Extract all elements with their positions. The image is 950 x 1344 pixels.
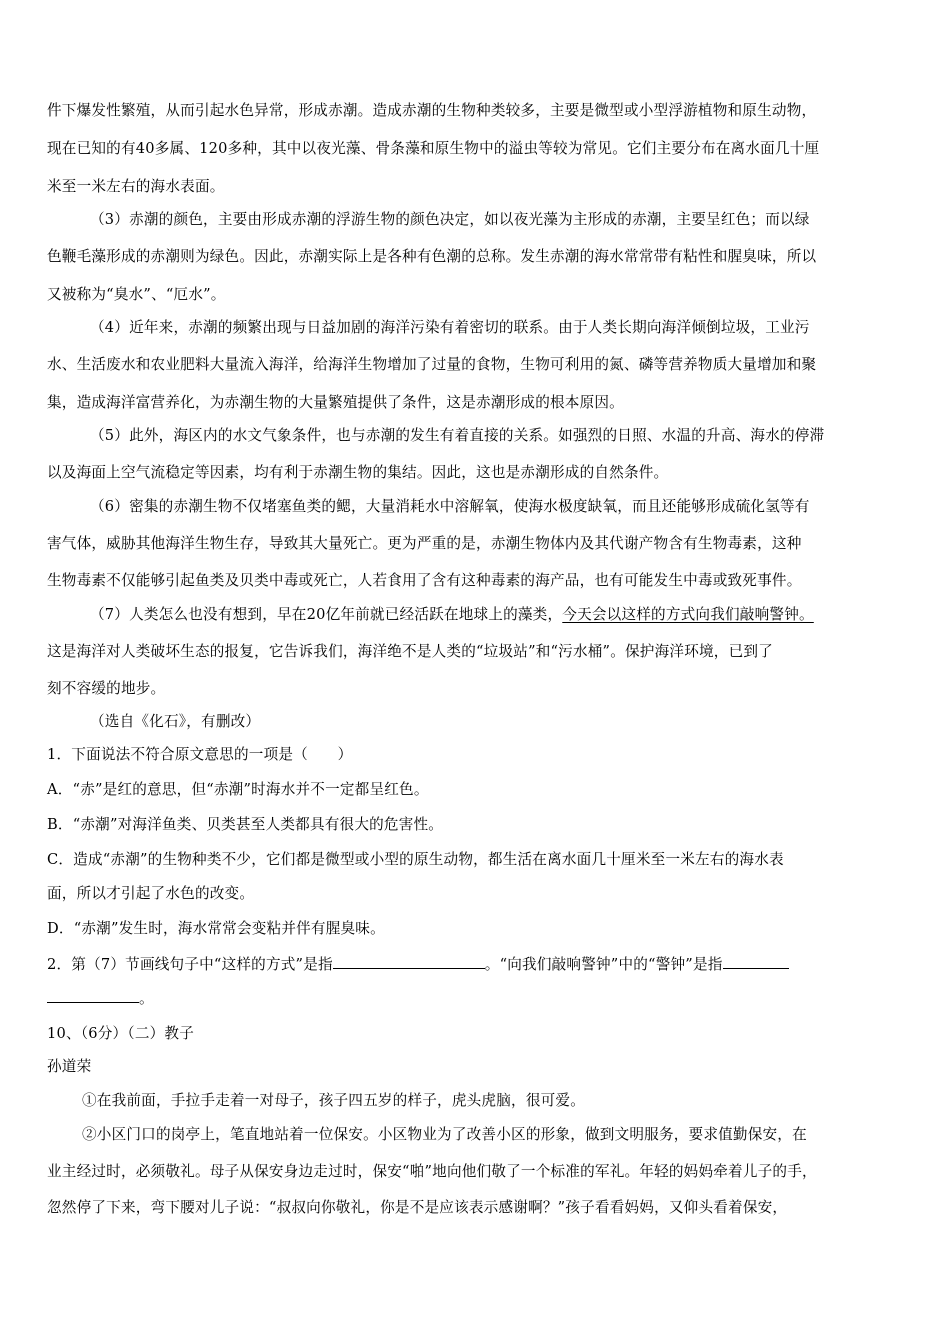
answer-blank-2[interactable] [723,954,789,969]
article-line: 件下爆发性繁殖，从而引起水色异常，形成赤潮。造成赤潮的生物种类较多，主要是微型或小型浮游植物和原生动物， [47,102,817,119]
answer-blank-1[interactable] [333,954,485,969]
question-2-part1: 2．第（7）节画线句子中“这样的方式”是指 [47,956,333,973]
article-line [90,605,814,625]
story-line: 业主经过时，必须敬礼。母子从保安身边走过时，保安“啪”地向他们敬了一个标准的军礼。年轻的妈妈牵着儿子的手， [47,1163,817,1180]
article-text: （7）人类怎么也没有想到，早在20亿年前就已经活跃在地球上的藻类， [90,606,563,623]
article-line: 害气体，威胁其他海洋生物生存，导致其大量死亡。更为严重的是，赤潮生物体内及其代谢产物含有生物毒素，这种 [47,535,802,552]
article-line: 这是海洋对人类破坏生态的报复，它告诉我们，海洋绝不是人类的“垃圾站”和“污水桶”。保护海洋环境，已到了 [47,643,773,660]
article-line: 米至一米左右的海水表面。 [47,178,225,195]
article-line: 生物毒素不仅能够引起鱼类及贝类中毒或死亡，人若食用了含有这种毒素的海产品，也有可能发生中毒或致死事件。 [47,572,802,589]
question-2-end: 。 [139,990,154,1007]
article-line: 色鞭毛藻形成的赤潮则为绿色。因此，赤潮实际上是各种有色潮的总称。发生赤潮的海水常常带有粘性和腥臭味，所以 [47,248,817,265]
question-1: 1．下面说法不符合原文意思的一项是（ ） [47,746,353,763]
author-name: 孙道荣 [47,1058,92,1075]
article-line: （3）赤潮的颜色，主要由形成赤潮的浮游生物的颜色决定，如以夜光藻为主形成的赤潮，主要呈红色；而以绿 [90,211,810,228]
article-line: 以及海面上空气流稳定等因素，均有利于赤潮生物的集结。因此，这也是赤潮形成的自然条件。 [47,464,669,481]
article-line: 又被称为“臭水”、“厄水”。 [47,286,226,303]
article-line: 水、生活废水和农业肥料大量流入海洋，给海洋生物增加了过量的食物，生物可利用的氮、磷等营养物质大量增加和聚 [47,356,817,373]
story-paragraph: ①在我前面，手拉手走着一对母子，孩子四五岁的样子，虎头虎脑，很可爱。 [82,1092,585,1109]
story-paragraph: ②小区门口的岗亭上，笔直地站着一位保安。小区物业为了改善小区的形象，做到文明服务，要求值勤保安，在 [82,1126,807,1143]
option-d: D．“赤潮”发生时，海水常常会变粘并伴有腥臭味。 [47,920,385,937]
source-note: （选自《化石》，有删改） [90,713,261,730]
article-line: （5）此外，海区内的水文气象条件，也与赤潮的发生有着直接的关系。如强烈的日照、水温的升高、海水的停滞 [90,427,825,444]
underlined-sentence: 今天会以这样的方式向我们敲响警钟。 [562,606,814,623]
option-b: B．“赤潮”对海洋鱼类、贝类甚至人类都具有很大的危害性。 [47,816,444,833]
article-line: 现在已知的有40多属、120多种，其中以夜光藻、骨条藻和原生物中的溢虫等较为常见。它们主要分布在离水面几十厘 [47,140,820,157]
question-2-part2: 。“向我们敲响警钟”中的“警钟”是指 [484,956,723,973]
question-2 [47,954,789,975]
option-c-cont: 面，所以才引起了水色的改变。 [47,885,255,902]
option-a: A．“赤”是红的意思，但“赤潮”时海水并不一定都呈红色。 [47,781,429,798]
article-line: （4）近年来，赤潮的频繁出现与日益加剧的海洋污染有着密切的联系。由于人类长期向海洋倾倒垃圾，工业污 [90,319,810,336]
article-line: （6）密集的赤潮生物不仅堵塞鱼类的鳃，大量消耗水中溶解氧，使海水极度缺氧，而且还能够形成硫化氢等有 [90,498,810,515]
story-line: 忽然停了下来，弯下腰对儿子说：“叔叔向你敬礼，你是不是应该表示感谢啊？”孩子看看妈妈，又仰头看着保安， [47,1199,788,1216]
article-line: 集，造成海洋富营养化，为赤潮生物的大量繁殖提供了条件，这是赤潮形成的根本原因。 [47,394,624,411]
answer-blank-2-cont[interactable] [47,988,139,1003]
question-2-cont [47,988,154,1009]
option-c: C．造成“赤潮”的生物种类不少，它们都是微型或小型的原生动物，都生活在离水面几十厘米至一米左右的海水表 [47,851,784,868]
article-line: 刻不容缓的地步。 [47,680,166,697]
section-heading: 10、（6分）（二）教子 [47,1025,194,1042]
